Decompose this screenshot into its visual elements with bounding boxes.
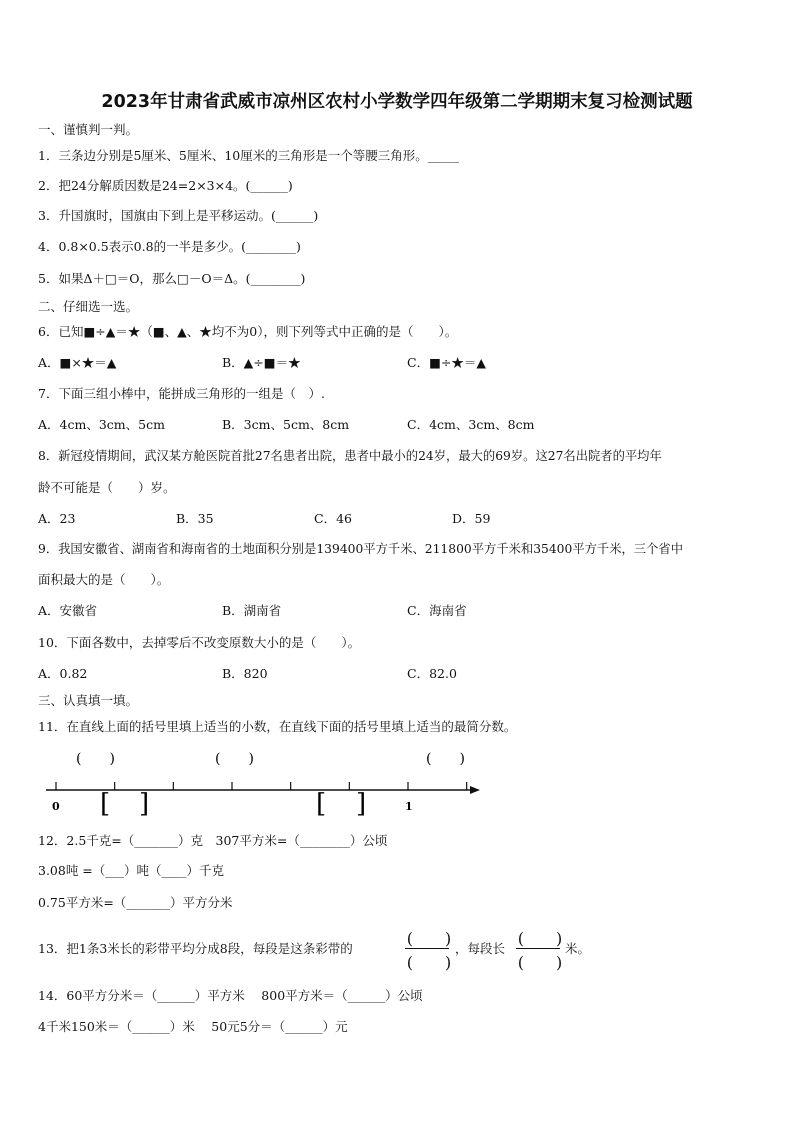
question-6-option-a: A．■×★＝▲ xyxy=(38,355,117,370)
section-heading-3: 三、认真填一填。 xyxy=(38,693,139,708)
number-line-label-1: 1 xyxy=(405,800,413,813)
question-10-option-a: A．0.82 xyxy=(38,666,88,681)
question-1: 1．三条边分别是5厘米、5厘米、10厘米的三角形是一个等腰三角形。_____ xyxy=(38,148,460,163)
question-9-option-a: A．安徽省 xyxy=(38,603,98,618)
question-8-stem-line-2: 龄不可能是（ ）岁。 xyxy=(38,480,176,495)
question-3: 3．升国旗时，国旗由下到上是平移运动。(______) xyxy=(38,208,319,223)
number-line-answer-paren: ( ) xyxy=(426,751,465,767)
question-6-option-b: B．▲÷■＝★ xyxy=(222,355,301,370)
question-13-post: 米。 xyxy=(565,941,591,956)
question-8-stem-line-1: 8．新冠疫情期间，武汉某方舱医院首批27名患者出院，患者中最小的24岁，最大的69岁。这27名出院者的平均年 xyxy=(38,449,662,463)
number-line xyxy=(38,740,488,822)
question-9-option-b: B．湖南省 xyxy=(222,603,282,618)
number-line-answer-bracket-right: ] xyxy=(139,789,150,819)
question-7-option-c: C．4cm、3cm、8cm xyxy=(407,417,535,432)
number-line-answer-bracket-left: [ xyxy=(316,789,327,819)
question-10-stem: 10．下面各数中，去掉零后不改变原数大小的是（ ）。 xyxy=(38,635,361,650)
question-9-stem-line-1: 9．我国安徽省、湖南省和海南省的土地面积分别是139400平方千米、211800平方千米和35400平方千米，三个省中 xyxy=(38,542,683,556)
number-line-answer-paren: ( ) xyxy=(76,751,115,767)
page-title: 2023年甘肃省武威市凉州区农村小学数学四年级第二学期期末复习检测试题 xyxy=(101,92,693,112)
section-heading-1: 一、谨慎判一判。 xyxy=(38,122,139,137)
question-5: 5．如果Δ＋□＝O，那么□－O＝Δ。(________) xyxy=(38,271,306,286)
question-7-stem: 7．下面三组小棒中，能拼成三角形的一组是（ ）. xyxy=(38,386,325,401)
number-line-answer-bracket-left: [ xyxy=(100,789,111,819)
question-13-mid: ，每段长 xyxy=(455,941,506,956)
number-line-ticks xyxy=(56,782,467,790)
question-7-option-a: A．4cm、3cm、5cm xyxy=(38,417,165,432)
question-12-line-2: 3.08吨 =（___）吨（____）千克 xyxy=(38,863,225,878)
section-heading-2: 二、仔细选一选。 xyxy=(38,299,139,314)
question-9-option-c: C．海南省 xyxy=(407,603,467,618)
question-14-line-1: 14．60平方分米＝（______）平方米 800平方米＝（______）公顷 xyxy=(38,988,423,1003)
question-8-option-d: D．59 xyxy=(452,511,491,526)
number-line-arrow-icon xyxy=(470,786,480,794)
question-10-option-c: C．82.0 xyxy=(407,666,457,681)
question-8-option-c: C．46 xyxy=(314,511,352,526)
number-line-answer-bracket-right: ] xyxy=(356,789,367,819)
question-6-option-c: C．■÷★＝▲ xyxy=(407,355,486,370)
question-13-pre: 13．把1条3米长的彩带平均分成8段，每段是这条彩带的 xyxy=(38,941,353,956)
question-10-option-b: B．820 xyxy=(222,666,268,681)
question-8-option-a: A．23 xyxy=(38,511,76,526)
number-line-label-0: 0 xyxy=(52,800,60,813)
question-9-stem-line-2: 面积最大的是（ ）。 xyxy=(38,572,170,587)
question-11-stem: 11．在直线上面的括号里填上适当的小数，在直线下面的括号里填上适当的最简分数。 xyxy=(38,719,517,734)
number-line-answer-paren: ( ) xyxy=(215,751,254,767)
question-12-line-3: 0.75平方米=（_______）平方分米 xyxy=(38,895,233,910)
question-13-fraction-blank: ( ) ( ) xyxy=(517,929,563,972)
question-6-stem: 6．已知■÷▲＝★（■、▲、★均不为0），则下列等式中正确的是（ ）。 xyxy=(38,324,458,339)
question-8-option-b: B．35 xyxy=(176,511,214,526)
question-7-option-b: B．3cm、5cm、8cm xyxy=(222,417,350,432)
question-2: 2．把24分解质因数是24=2×3×4。(______) xyxy=(38,178,293,193)
question-4: 4．0.8×0.5表示0.8的一半是多少。(________) xyxy=(38,239,301,254)
question-13-fraction-blank: ( ) ( ) xyxy=(406,929,452,972)
question-14-line-2: 4千米150米＝（______）米 50元5分＝（______）元 xyxy=(38,1019,348,1034)
question-12-line-1: 12．2.5千克=（_______）克 307平方米=（________）公顷 xyxy=(38,833,388,848)
